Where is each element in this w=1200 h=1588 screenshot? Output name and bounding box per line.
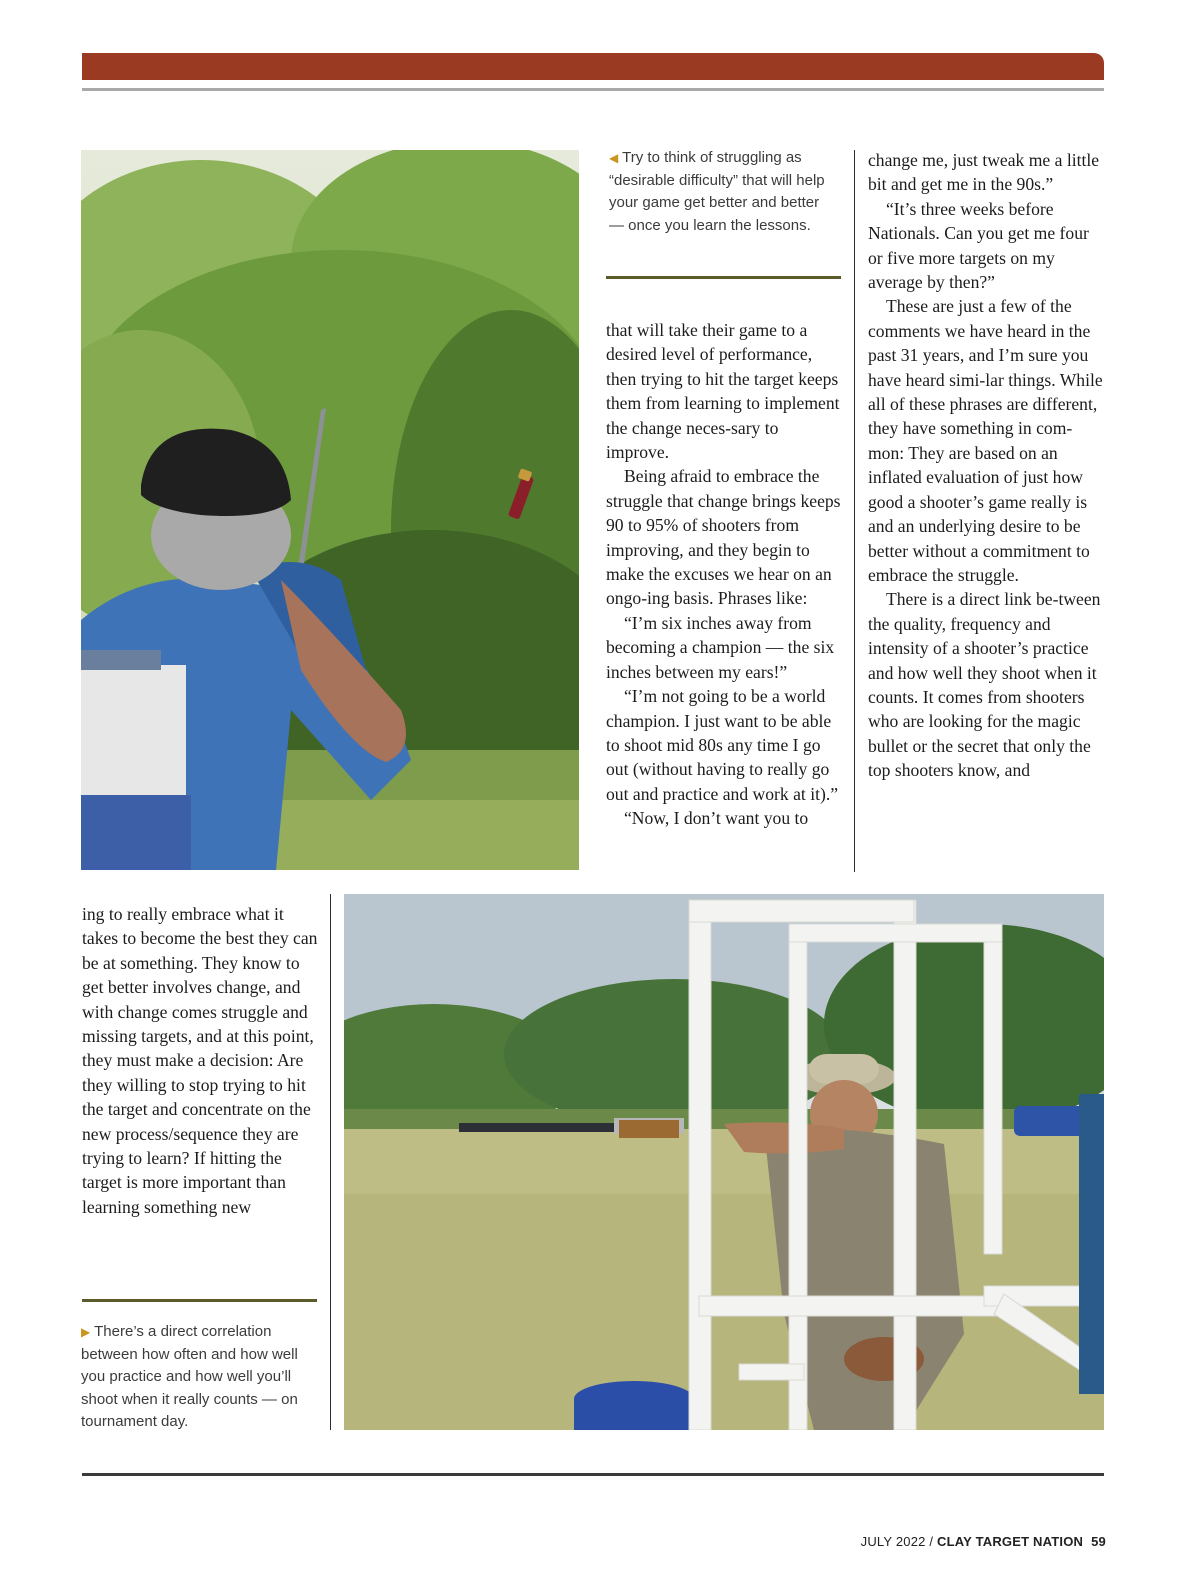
page-number: 59	[1091, 1534, 1106, 1549]
paragraph: “I’m six inches away from becoming a champion — the six inches between my ears!”	[606, 612, 835, 682]
caption-bottom-text: There’s a direct correlation between how often and how well you practice and how well you’ll shoot when it really counts — on tournament day.	[81, 1323, 298, 1430]
caption-top-rule	[606, 276, 841, 279]
column-left-bottom	[82, 902, 320, 1219]
triangle-right-icon: ▶	[81, 1325, 91, 1339]
paragraph: that will take their game to a desired level of performance, then trying to hit the target keeps them from learning to implement the change neces-sary to improve.	[606, 320, 840, 463]
paragraph: ing to really embrace what it takes to become the best they can be at something. They know to get better involves change, and with change comes struggle and missing targets, and at this point, they must make a decision: Are they willing to stop trying to hit the target and concentrate on the new process/sequence they are trying to learn? If hitting the target is more important than learning something new	[82, 904, 318, 1217]
footer-rule	[82, 1473, 1104, 1476]
header-rule	[82, 88, 1104, 91]
footer-magazine: CLAY TARGET NATION	[937, 1534, 1084, 1549]
paragraph: “I’m not going to be a world champion. I just want to be able to shoot mid 80s any time I go out (without having to really go out and practice and work at it).”	[606, 686, 839, 804]
triangle-left-icon: ◀	[609, 151, 619, 165]
paragraph: change me, just tweak me a little bit and get me in the 90s.”	[868, 150, 1100, 195]
column-divider	[854, 150, 855, 872]
column-middle	[606, 318, 844, 831]
caption-top-text: Try to think of struggling as “desirable difficulty” that will help your game get better and better — once you learn the lessons.	[609, 149, 825, 234]
photo-shooter-blue-shirt	[81, 150, 579, 870]
header-band	[82, 53, 1104, 80]
paragraph: Being afraid to embrace the struggle that change brings keeps 90 to 95% of shooters from improving, and they begin to make the excuses we hear on an ongo-ing basis. Phrases like:	[606, 466, 841, 609]
paragraph: “Now, I don’t want you to	[624, 808, 809, 829]
caption-bottom-rule	[82, 1299, 317, 1302]
paragraph: “It’s three weeks before Nationals. Can you get me four or five more targets on my average by then?”	[868, 198, 1089, 293]
caption-top	[609, 147, 834, 237]
footer-date: JULY 2022 /	[860, 1534, 937, 1549]
paragraph: These are just a few of the comments we have heard in the past 31 years, and I’m sure you have heard simi-lar things. While all of these phrases are different, they have something in com-mon: They are based on an inflated evaluation of just how good a shooter’s game really is and an underlying desire to be better without a commitment to embrace the struggle.	[868, 296, 1103, 585]
caption-bottom	[81, 1321, 321, 1434]
column-right	[868, 148, 1104, 783]
paragraph: There is a direct link be-tween the quality, frequency and intensity of a shooter’s practice and how well they shoot when it counts. It comes from shooters who are looking for the magic bullet or the secret that only the top shooters know, and	[868, 589, 1101, 781]
column-divider	[330, 894, 331, 1430]
photo-shooter-pvc-frame	[344, 894, 1104, 1430]
page-folio	[861, 1534, 1106, 1549]
